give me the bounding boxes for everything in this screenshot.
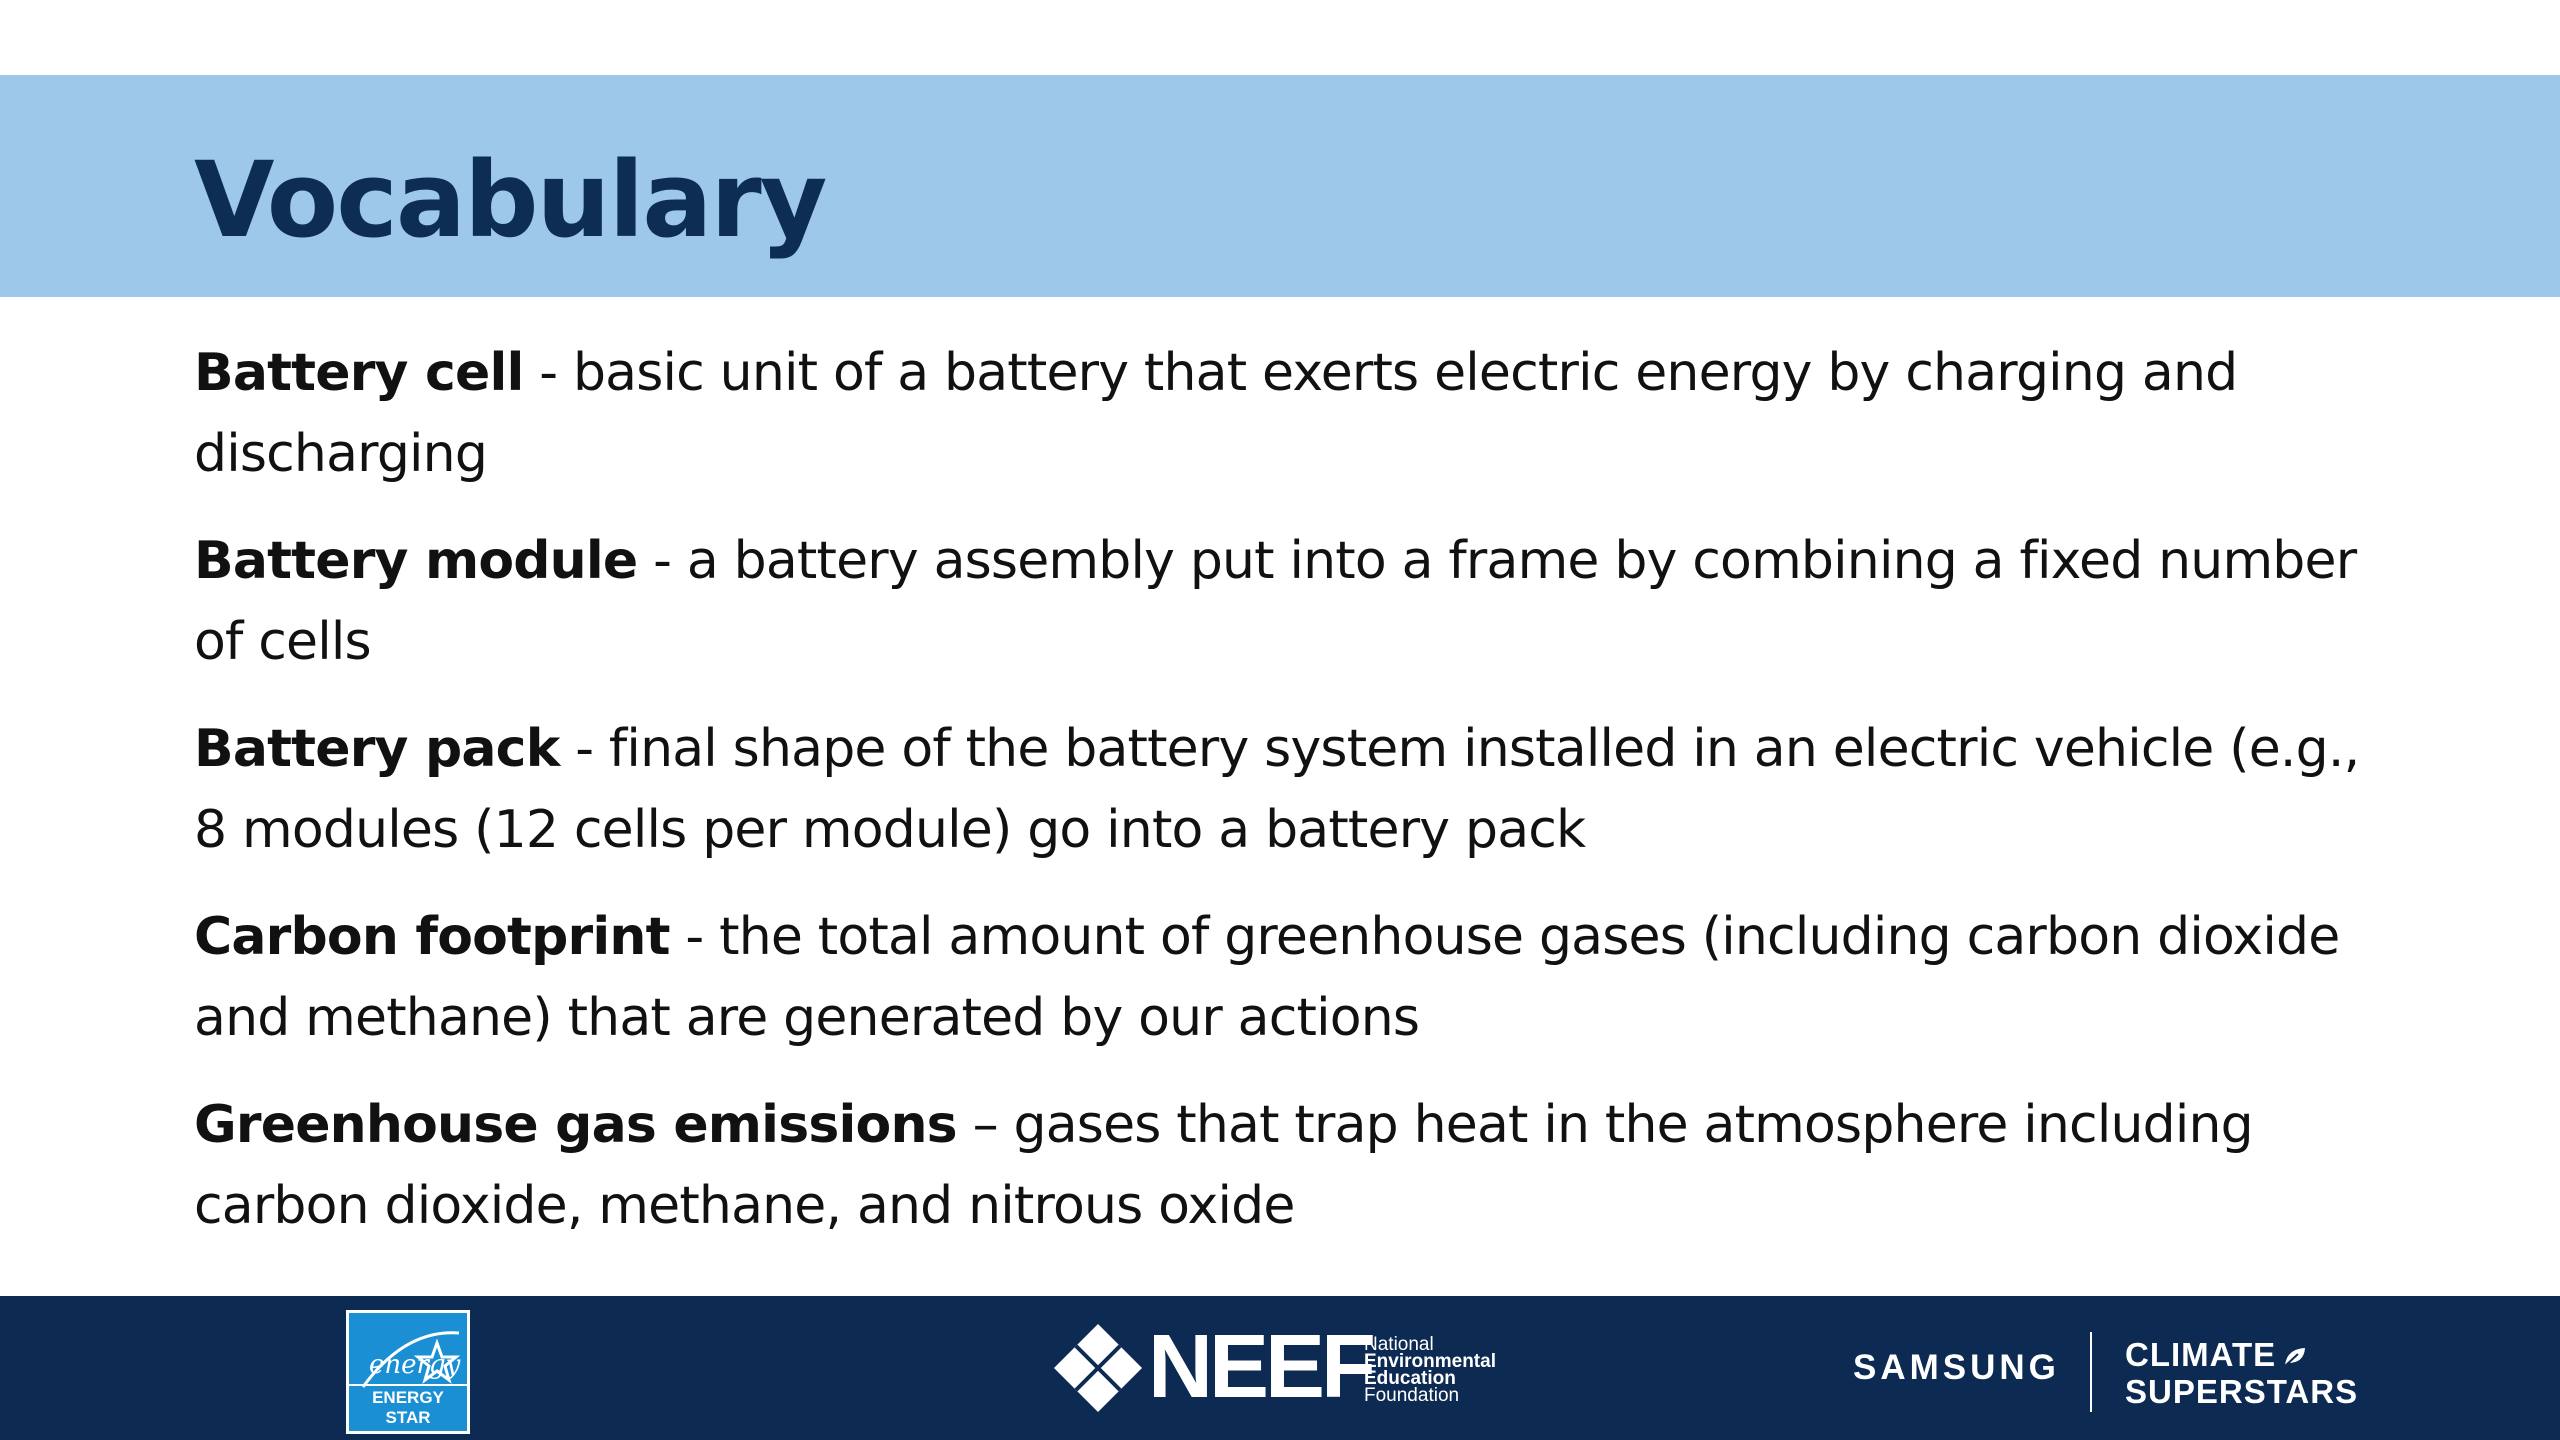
vocabulary-term: Battery cell — [194, 343, 524, 403]
neef-wordmark: NEEF — [1148, 1317, 1373, 1417]
climate-word: CLIMATE — [2125, 1336, 2277, 1373]
neef-diamond-icon — [1050, 1320, 1146, 1416]
climate-line — [2125, 1336, 2358, 1373]
vocabulary-entry — [194, 1085, 2394, 1247]
vocabulary-entry — [194, 709, 2394, 871]
climate-superstars-logo — [2125, 1336, 2358, 1410]
svg-text:energy: energy — [369, 1350, 461, 1380]
vocabulary-definition: gases that trap heat in the atmosphere including carbon dioxide, methane, and nitrous oxide — [194, 1095, 2253, 1236]
vocabulary-term: Carbon footprint — [194, 907, 670, 967]
term-separator: - — [637, 531, 687, 591]
vocabulary-term: Battery module — [194, 531, 638, 591]
neef-subtitle — [1364, 1336, 1496, 1404]
term-separator: - — [669, 907, 720, 967]
term-separator: – — [956, 1095, 1014, 1155]
samsung-logo: SAMSUNG — [1853, 1348, 2060, 1387]
neef-subtitle-line: Education — [1364, 1368, 1456, 1389]
vocabulary-definition: the total amount of greenhouse gases (including carbon dioxide and methane) that are generated by our actions — [194, 907, 2340, 1048]
leaf-icon — [2282, 1346, 2308, 1368]
vocabulary-term: Greenhouse gas emissions — [194, 1095, 957, 1155]
neef-subtitle-line: Foundation — [1364, 1385, 1460, 1406]
term-separator: - — [559, 719, 609, 779]
vocabulary-entry — [194, 897, 2394, 1059]
footer-logo-bar — [0, 1296, 2560, 1440]
vocabulary-definition: a battery assembly put into a frame by combining a fixed number of cells — [194, 531, 2357, 672]
energy-star-label: ENERGY STAR — [349, 1384, 467, 1428]
neef-subtitle-line: Environmental — [1364, 1351, 1496, 1372]
vocabulary-entry — [194, 521, 2394, 683]
vocabulary-definition: final shape of the battery system installed in an electric vehicle (e.g., 8 modules (12 cells per module) go into a battery pack — [194, 719, 2360, 860]
neef-logo — [1050, 1318, 1520, 1418]
logo-divider — [2090, 1332, 2092, 1412]
term-separator: - — [523, 343, 573, 403]
vocabulary-entry — [194, 333, 2394, 495]
vocabulary-list — [194, 333, 2394, 1273]
superstars-word: SUPERSTARS — [2125, 1373, 2359, 1410]
vocabulary-definition: basic unit of a battery that exerts electric energy by charging and discharging — [194, 343, 2238, 484]
vocabulary-term: Battery pack — [194, 719, 560, 779]
energy-star-logo — [346, 1310, 470, 1434]
slide-title: Vocabulary — [194, 139, 826, 261]
neef-subtitle-line: National — [1364, 1334, 1434, 1355]
